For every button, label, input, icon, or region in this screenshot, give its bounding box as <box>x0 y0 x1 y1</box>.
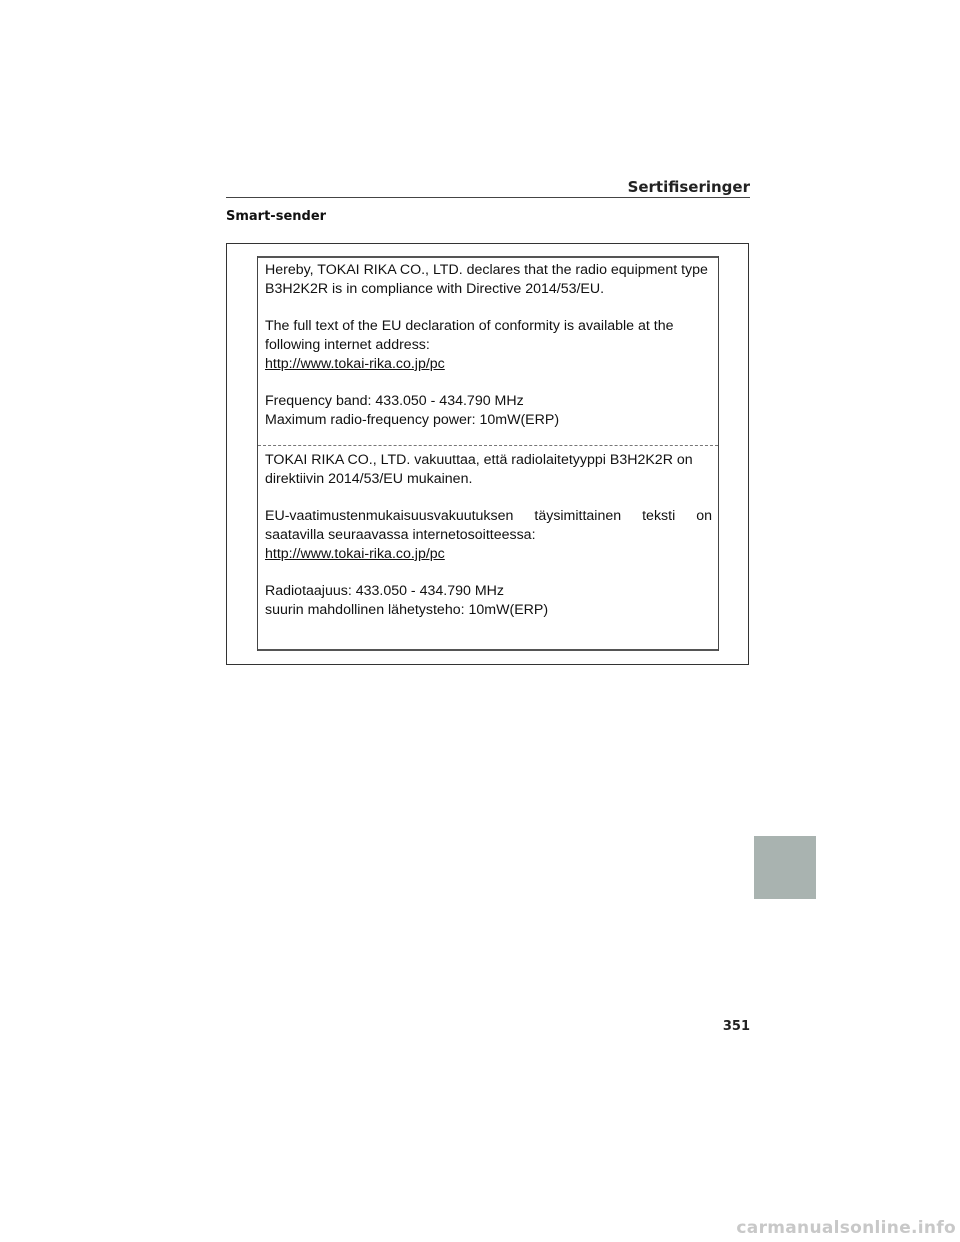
declaration-english <box>265 261 712 430</box>
declaration-fi-line: EU-vaatimustenmukaisuusvakuutuksen täysimittainen teksti on <box>265 508 712 524</box>
declaration-fi-frequency: Radiotaajuus: 433.050 - 434.790 MHz <box>265 583 504 599</box>
declaration-fi-power: suurin mahdollinen lähetysteho: 10mW(ERP) <box>265 602 549 618</box>
declaration-en-url[interactable]: http://www.tokai-rika.co.jp/pc <box>265 356 445 372</box>
subheading: Smart-sender <box>226 209 327 224</box>
scan-top-rule <box>258 256 718 258</box>
declaration-en-line: Hereby, TOKAI RIKA CO., LTD. declares that the radio equipment type <box>265 262 708 278</box>
section-title: Sertifiseringer <box>627 178 750 196</box>
chapter-side-tab <box>754 836 816 899</box>
declaration-en-line: The full text of the EU declaration of conformity is available at the <box>265 318 674 334</box>
scan-bottom-rule <box>258 649 718 651</box>
page-number: 351 <box>722 1019 750 1034</box>
declaration-en-line: B3H2K2R is in compliance with Directive 2014/53/EU. <box>265 281 605 297</box>
declaration-en-line: following internet address: <box>265 337 430 353</box>
declaration-en-frequency: Frequency band: 433.050 - 434.790 MHz <box>265 393 524 409</box>
section-rule <box>226 197 750 198</box>
certificate-scan <box>257 256 719 651</box>
declaration-fi-line: saatavilla seuraavassa internetosoitteessa: <box>265 527 536 543</box>
watermark: carmanualsonline.info <box>736 1218 956 1238</box>
declaration-fi-line: TOKAI RIKA CO., LTD. vakuuttaa, että radiolaitetyyppi B3H2K2R on <box>265 452 693 468</box>
scan-divider <box>258 445 718 446</box>
declaration-fi-url[interactable]: http://www.tokai-rika.co.jp/pc <box>265 546 445 562</box>
declaration-fi-line: direktiivin 2014/53/EU mukainen. <box>265 471 473 487</box>
declaration-en-power: Maximum radio-frequency power: 10mW(ERP) <box>265 412 560 428</box>
declaration-finnish <box>265 451 712 620</box>
